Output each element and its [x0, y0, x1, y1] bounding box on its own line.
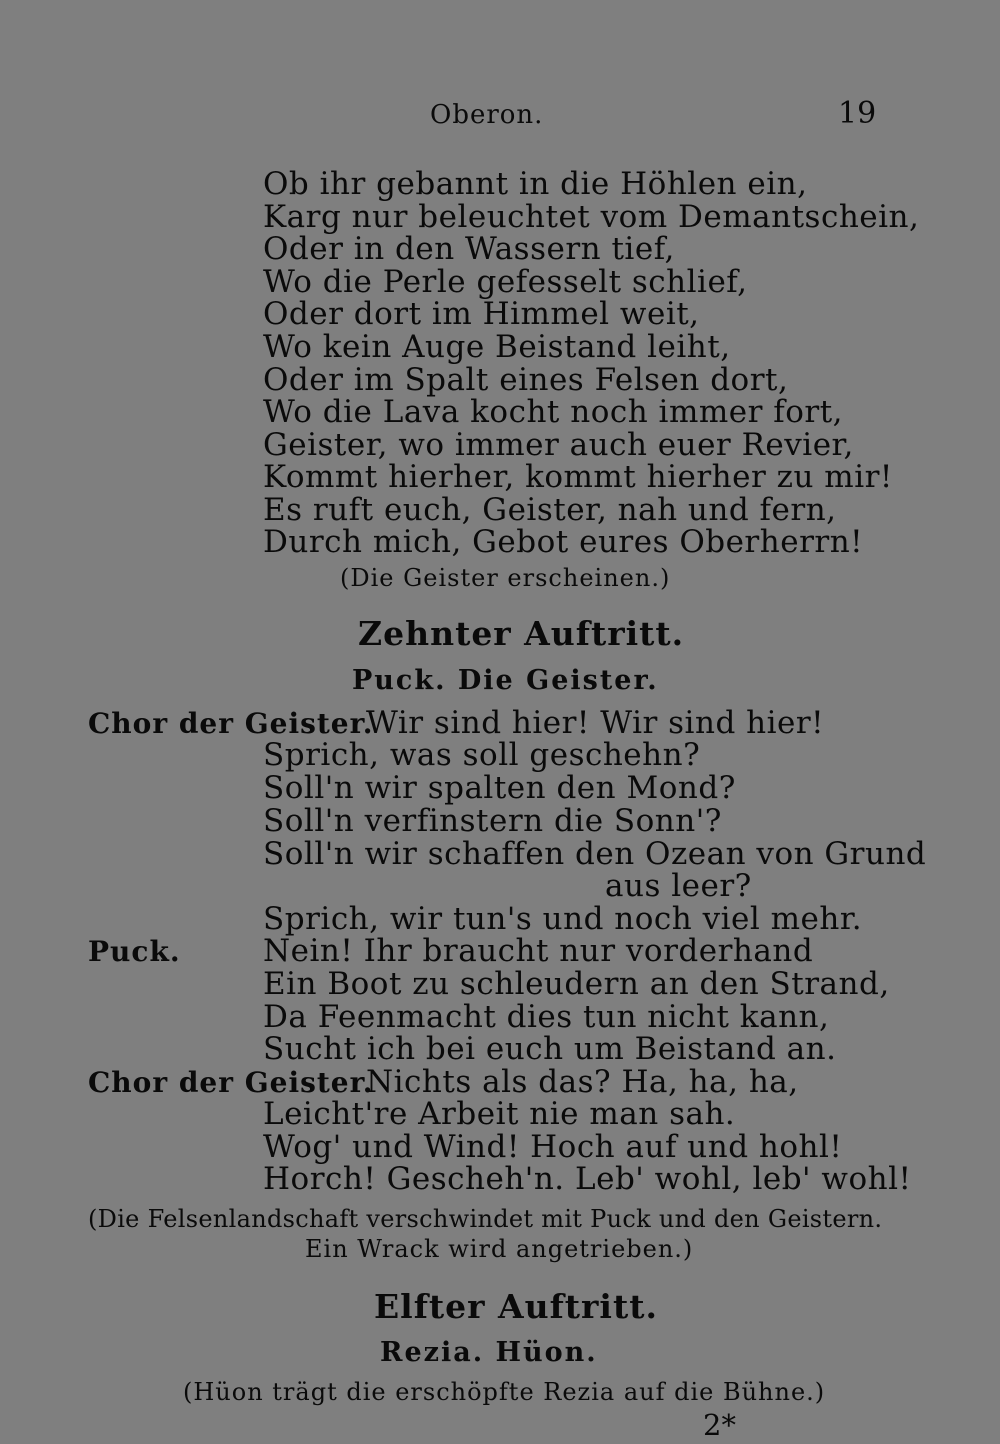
dialogue-line: Sprich, wir tun's und noch viel mehr. — [263, 901, 863, 937]
scene-cast: Rezia. Hüon. — [380, 1337, 598, 1368]
scene-cast: Puck. Die Geister. — [352, 665, 659, 696]
stage-direction: (Die Felsenlandschaft verschwindet mit Puck und den Geistern. — [88, 1205, 883, 1233]
verse-line: Ob ihr gebannt in die Höhlen ein, — [263, 166, 808, 202]
dialogue-line: Horch! Gescheh'n. Leb' wohl, leb' wohl! — [263, 1161, 912, 1197]
dialogue-line: Leicht're Arbeit nie man sah. — [263, 1096, 736, 1132]
dialogue-line: Sucht ich bei euch um Beistand an. — [263, 1031, 837, 1067]
verse-line: Geister, wo immer auch euer Revier, — [263, 427, 854, 463]
stage-direction: Ein Wrack wird angetrieben.) — [305, 1235, 694, 1263]
dialogue-line: Soll'n wir schaffen den Ozean von Grund — [263, 836, 927, 872]
stage-direction: (Die Geister erscheinen.) — [340, 564, 671, 592]
dialogue-line: Ein Boot zu schleudern an den Strand, — [263, 966, 890, 1002]
dialogue-line: aus leer? — [605, 868, 752, 904]
verse-line: Oder in den Wassern tief, — [263, 231, 675, 267]
verse-line: Wo die Lava kocht noch immer fort, — [263, 394, 844, 430]
scene-heading: Zehnter Auftritt. — [358, 614, 685, 653]
speaker-label: Puck. — [88, 935, 181, 968]
verse-line: Es ruft euch, Geister, nah und fern, — [263, 492, 837, 528]
page-number: 19 — [838, 96, 877, 131]
verse-line: Karg nur beleuchtet vom Demantschein, — [263, 199, 920, 235]
dialogue-line: Soll'n verfinstern die Sonn'? — [263, 803, 722, 839]
verse-line: Oder dort im Himmel weit, — [263, 296, 700, 332]
running-header-title: Oberon. — [430, 100, 544, 130]
signature-mark: 2* — [703, 1408, 736, 1442]
dialogue-line: Nichts als das? Ha, ha, ha, — [366, 1064, 799, 1100]
dialogue-line: Nein! Ihr braucht nur vorderhand — [263, 933, 814, 969]
dialogue-line: Soll'n wir spalten den Mond? — [263, 770, 736, 806]
verse-line: Oder im Spalt eines Felsen dort, — [263, 362, 789, 398]
speaker-label: Chor der Geister. — [88, 1066, 374, 1099]
verse-line: Wo kein Auge Beistand leiht, — [263, 329, 731, 365]
verse-line: Durch mich, Gebot eures Oberherrn! — [263, 524, 864, 560]
dialogue-line: Sprich, was soll geschehn? — [263, 737, 701, 773]
dialogue-line: Wir sind hier! Wir sind hier! — [366, 705, 825, 741]
verse-line: Wo die Perle gefesselt schlief, — [263, 264, 748, 300]
dialogue-line: Wog' und Wind! Hoch auf und hohl! — [263, 1129, 843, 1165]
verse-line: Kommt hierher, kommt hierher zu mir! — [263, 459, 893, 495]
speaker-label: Chor der Geister. — [88, 707, 374, 740]
dialogue-line: Da Feenmacht dies tun nicht kann, — [263, 999, 830, 1035]
stage-direction: (Hüon trägt die erschöpfte Rezia auf die Bühne.) — [183, 1378, 826, 1406]
scene-heading: Elfter Auftritt. — [374, 1287, 658, 1326]
